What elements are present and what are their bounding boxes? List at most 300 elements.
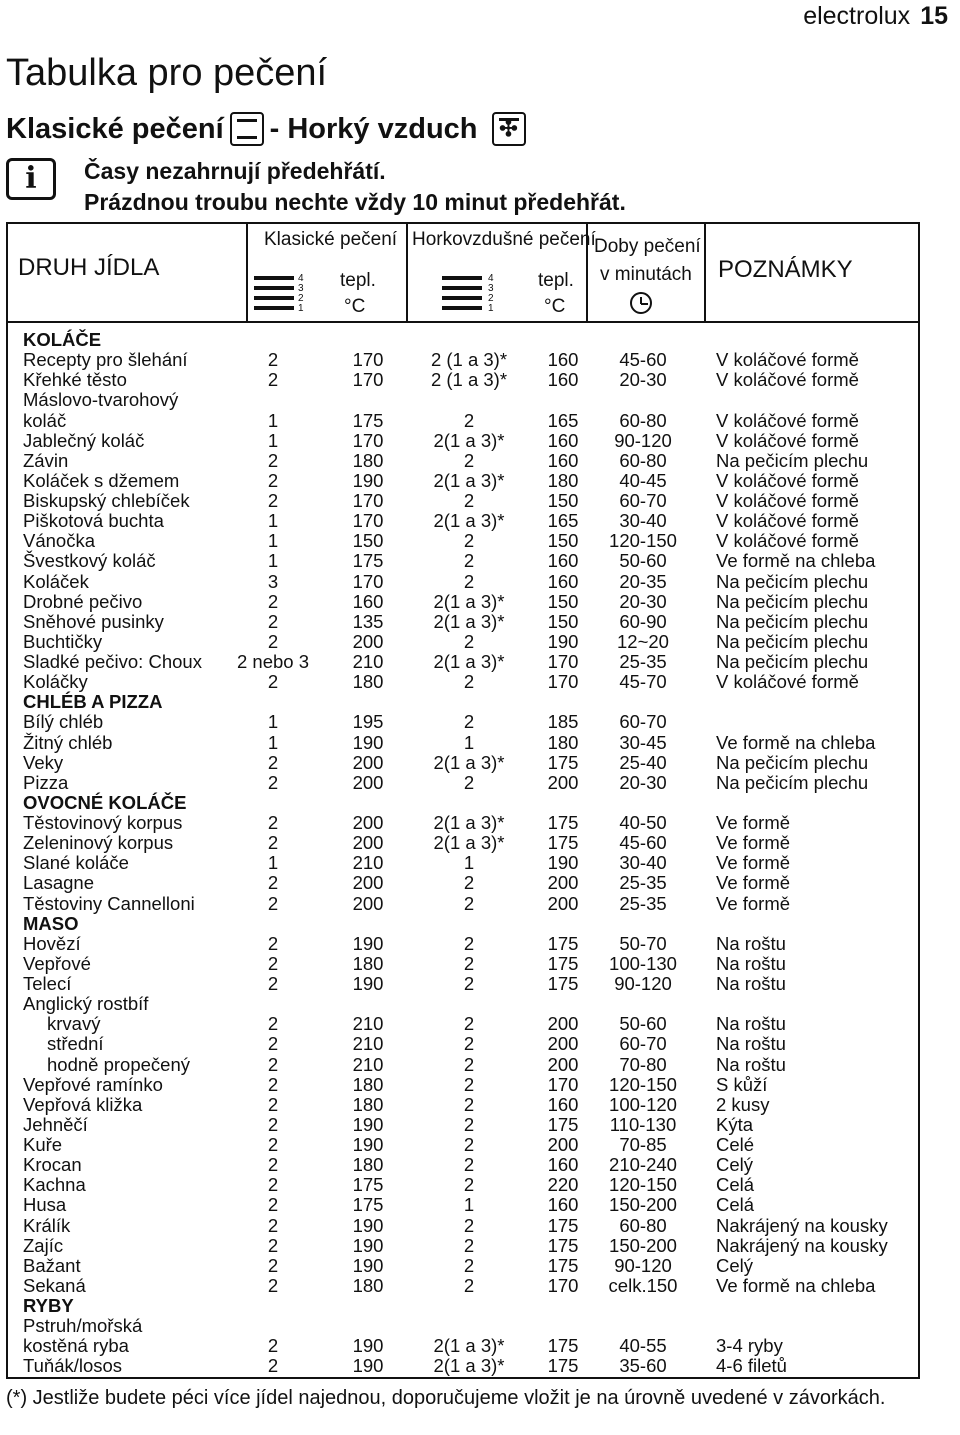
classic-level: 2 xyxy=(267,1174,279,1196)
dish-name: CHLÉB A PIZZA xyxy=(23,691,163,713)
fan-temp: 200 xyxy=(547,1134,579,1155)
baking-time: 70-80 xyxy=(619,1053,667,1075)
baking-time: 60-70 xyxy=(619,490,667,511)
fan-level: 2 xyxy=(463,490,475,511)
classic-temp: 200 xyxy=(352,832,384,854)
dish-name: Zeleninový korpus xyxy=(23,832,174,854)
shelf-level-icon xyxy=(442,276,482,312)
dish-name: Koláček s džemem xyxy=(23,469,180,491)
page-number: 15 xyxy=(920,2,948,30)
table-header: DRUH JÍDLA Klasické pečení 4 3 2 1 tepl. °C Horkovzdušné pečení 4 3 2 1 tepl. °C Doby pečení v minutách POZNÁMKY xyxy=(8,224,918,323)
info-icon: i xyxy=(6,158,56,200)
dish-name: Piškotová buchta xyxy=(23,510,164,532)
dish-name: Kachna xyxy=(23,1174,86,1196)
baking-time: 40-55 xyxy=(619,1335,667,1357)
note: V koláčové formě xyxy=(716,671,859,693)
fan-level: 2(1 a 3)* xyxy=(433,510,505,532)
classic-level: 2 xyxy=(267,832,279,854)
fan-temp: 220 xyxy=(547,1174,579,1196)
fan-level: 2(1 a 3)* xyxy=(433,812,505,833)
classic-temp: 190 xyxy=(352,731,384,753)
note: Na pečicím plechu xyxy=(716,449,869,471)
baking-time: 60-80 xyxy=(619,409,667,431)
fan-temp: 170 xyxy=(547,651,579,672)
note: Ve formě xyxy=(716,892,791,914)
baking-time: 25-35 xyxy=(619,651,667,672)
classic-temp: 210 xyxy=(352,1013,384,1035)
classic-temp: 190 xyxy=(352,469,384,491)
dish-name: MASO xyxy=(23,912,79,934)
classic-temp: 170 xyxy=(352,429,384,451)
dish-name: Slané koláče xyxy=(23,852,129,874)
note: V koláčové formě xyxy=(716,349,859,371)
header-time-2: v minutách xyxy=(600,264,692,285)
classic-temp: 170 xyxy=(352,349,384,371)
classic-temp: 180 xyxy=(352,1154,384,1176)
fan-level: 2(1 a 3)* xyxy=(433,610,505,632)
fan-level: 2 xyxy=(463,1033,475,1055)
fan-temp: 200 xyxy=(547,1033,579,1055)
baking-time: 25-35 xyxy=(619,872,667,894)
fan-temp: 200 xyxy=(547,1013,579,1035)
classic-temp: 180 xyxy=(352,671,384,693)
classic-level: 1 xyxy=(267,731,279,753)
baking-time: celk.150 xyxy=(608,1274,678,1296)
dish-name: Koláčky xyxy=(23,671,88,693)
baking-time: 60-80 xyxy=(619,449,667,471)
fan-temp: 200 xyxy=(547,892,579,914)
fan-temp: 185 xyxy=(547,711,579,733)
classic-temp: 200 xyxy=(352,812,384,833)
classic-temp: 190 xyxy=(352,1234,384,1256)
baking-time: 20-30 xyxy=(619,369,667,391)
dish-name: Sekaná xyxy=(23,1274,86,1296)
classic-level: 2 xyxy=(267,369,279,391)
baking-time: 45-60 xyxy=(619,832,667,854)
fan-temp: 200 xyxy=(547,872,579,894)
dish-name: OVOCNÉ KOLÁČE xyxy=(23,791,187,813)
classic-temp: 180 xyxy=(352,1073,384,1095)
brand-header xyxy=(803,2,948,31)
note: Ve formě na chleba xyxy=(716,1274,876,1296)
classic-level: 1 xyxy=(267,530,279,552)
classic-level: 2 xyxy=(267,1254,279,1276)
classic-level: 2 nebo 3 xyxy=(236,651,309,672)
note: Ve formě xyxy=(716,832,791,854)
baking-time: 100-120 xyxy=(609,1093,677,1115)
classic-level: 2 xyxy=(267,610,279,632)
baking-time: 40-50 xyxy=(619,812,667,833)
fan-level: 2(1 a 3)* xyxy=(433,651,505,672)
dish-name: RYBY xyxy=(23,1295,74,1316)
page-title: Tabulka pro pečení xyxy=(6,52,328,94)
heading-classic: Klasické pečení xyxy=(6,112,224,145)
dish-name: Sněhové pusinky xyxy=(23,610,164,632)
classic-temp: 210 xyxy=(352,852,384,874)
fan-level: 2 xyxy=(463,630,475,652)
fan-level: 2(1 a 3)* xyxy=(433,469,505,491)
classic-temp: 210 xyxy=(352,1033,384,1055)
header-fan: Horkovzdušné pečení xyxy=(412,229,596,250)
fan-temp: 175 xyxy=(547,751,579,773)
dish-name: hodně propečený xyxy=(47,1053,190,1075)
fan-level: 2(1 a 3)* xyxy=(433,832,505,854)
fan-temp: 170 xyxy=(547,1274,579,1296)
dish-name: Bažant xyxy=(23,1254,81,1276)
fan-level: 2 xyxy=(463,1093,475,1115)
classic-level: 2 xyxy=(267,1134,279,1155)
classic-level: 2 xyxy=(267,1033,279,1055)
note: Na roštu xyxy=(716,932,786,954)
classic-level: 2 xyxy=(267,1335,279,1357)
note: Na pečicím plechu xyxy=(716,570,869,592)
fan-level: 2 xyxy=(463,1113,475,1135)
dish-name: Máslovo-tvarohový xyxy=(23,389,179,411)
classic-temp: 170 xyxy=(352,490,384,511)
dish-name: Vepřové xyxy=(23,952,91,974)
header-unit-classic: °C xyxy=(344,296,366,317)
baking-time: 60-70 xyxy=(619,711,667,733)
header-time-1: Doby pečení xyxy=(594,236,701,257)
classic-level: 2 xyxy=(267,671,279,693)
classic-temp: 190 xyxy=(352,973,384,994)
baking-time: 100-130 xyxy=(609,952,677,974)
classic-temp: 150 xyxy=(352,530,384,552)
classic-level: 2 xyxy=(267,1355,279,1377)
baking-time: 60-90 xyxy=(619,610,667,632)
fan-temp: 190 xyxy=(547,852,579,874)
baking-time: 120-150 xyxy=(609,1174,677,1196)
classic-temp: 190 xyxy=(352,1113,384,1135)
fan-level: 2 xyxy=(463,932,475,954)
classic-level: 2 xyxy=(267,932,279,954)
classic-level: 2 xyxy=(267,872,279,894)
note: Ve formě xyxy=(716,852,791,874)
classic-temp: 180 xyxy=(352,449,384,471)
fan-temp: 160 xyxy=(547,449,579,471)
fan-temp: 200 xyxy=(547,1053,579,1075)
classic-temp: 180 xyxy=(352,1274,384,1296)
dish-name: Anglický rostbíf xyxy=(23,993,149,1015)
dish-name: KOLÁČE xyxy=(23,329,102,350)
fan-temp: 175 xyxy=(547,812,579,833)
classic-temp: 175 xyxy=(352,550,384,572)
classic-temp: 175 xyxy=(352,1174,384,1196)
info-note xyxy=(6,156,626,218)
fan-temp: 175 xyxy=(547,1254,579,1276)
classic-level: 1 xyxy=(267,550,279,572)
header-notes: POZNÁMKY xyxy=(718,256,853,283)
note: Na pečicím plechu xyxy=(716,610,869,632)
fan-level: 1 xyxy=(463,852,475,874)
classic-level: 2 xyxy=(267,469,279,491)
dish-name: Kuře xyxy=(23,1134,63,1155)
dish-name: Husa xyxy=(23,1194,67,1216)
dish-name: Žitný chléb xyxy=(23,731,113,753)
dish-name: Závin xyxy=(23,449,69,471)
baking-table xyxy=(6,222,920,1379)
fan-oven-icon: ✣ xyxy=(492,112,526,146)
classic-level: 2 xyxy=(267,590,279,612)
baking-time: 150-200 xyxy=(609,1234,677,1256)
header-dish: DRUH JÍDLA xyxy=(18,254,160,281)
conventional-heating-icon xyxy=(230,112,264,146)
baking-time: 210-240 xyxy=(609,1154,677,1176)
fan-level: 1 xyxy=(463,731,475,753)
classic-level: 2 xyxy=(267,349,279,371)
dish-name: Vepřové ramínko xyxy=(23,1073,163,1095)
classic-temp: 200 xyxy=(352,630,384,652)
section-heading xyxy=(6,112,526,146)
note-line-1: Časy nezahrnují předehřátí. xyxy=(84,158,386,184)
fan-temp: 175 xyxy=(547,1234,579,1256)
classic-temp: 170 xyxy=(352,570,384,592)
note: Na pečicím plechu xyxy=(716,630,869,652)
fan-level: 2 xyxy=(463,1073,475,1095)
dish-name: Lasagne xyxy=(23,872,94,894)
baking-time: 50-70 xyxy=(619,932,667,954)
fan-level: 2 xyxy=(463,409,475,431)
header-temp-classic: tepl. xyxy=(340,270,376,291)
classic-temp: 195 xyxy=(352,711,384,733)
classic-level: 2 xyxy=(267,973,279,994)
classic-level: 2 xyxy=(267,490,279,511)
fan-level: 2 xyxy=(463,1274,475,1296)
note: Na pečicím plechu xyxy=(716,590,869,612)
classic-level: 2 xyxy=(267,771,279,793)
classic-temp: 190 xyxy=(352,1134,384,1155)
fan-level: 2 xyxy=(463,671,475,693)
dish-name: koláč xyxy=(23,409,67,431)
dish-name: Králík xyxy=(23,1214,71,1236)
note: 3-4 ryby xyxy=(716,1335,783,1357)
baking-time: 30-40 xyxy=(619,852,667,874)
baking-time: 90-120 xyxy=(614,429,672,451)
fan-temp: 160 xyxy=(547,1194,579,1216)
classic-level: 2 xyxy=(267,1234,279,1256)
note: V koláčové formě xyxy=(716,510,859,532)
fan-temp: 175 xyxy=(547,952,579,974)
dish-name: Biskupský chlebíček xyxy=(23,490,190,511)
fan-temp: 150 xyxy=(547,530,579,552)
classic-level: 2 xyxy=(267,1013,279,1035)
classic-level: 2 xyxy=(267,449,279,471)
classic-level: 2 xyxy=(267,812,279,833)
classic-level: 2 xyxy=(267,1214,279,1236)
header-temp-fan: tepl. xyxy=(538,270,574,291)
baking-time: 30-45 xyxy=(619,731,667,753)
baking-time: 30-40 xyxy=(619,510,667,532)
dish-name: Sladké pečivo: Choux xyxy=(23,651,202,672)
baking-time: 45-70 xyxy=(619,671,667,693)
classic-level: 2 xyxy=(267,1093,279,1115)
fan-level: 2 (1 a 3)* xyxy=(430,349,508,371)
baking-time: 35-60 xyxy=(619,1355,667,1377)
dish-name: Drobné pečivo xyxy=(23,590,143,612)
fan-level: 2 xyxy=(463,1154,475,1176)
fan-level: 2 (1 a 3)* xyxy=(430,369,508,391)
note: Nakrájený na kousky xyxy=(716,1214,888,1236)
fan-temp: 175 xyxy=(547,932,579,954)
note: S kůží xyxy=(716,1073,768,1095)
fan-temp: 160 xyxy=(547,369,579,391)
dish-name: Švestkový koláč xyxy=(23,550,156,572)
dish-name: Pstruh/mořská xyxy=(23,1315,143,1337)
fan-level: 2 xyxy=(463,952,475,974)
note-line-2: Prázdnou troubu nechte vždy 10 minut předehřát. xyxy=(84,189,626,215)
note: 2 kusy xyxy=(716,1093,770,1115)
note: V koláčové formě xyxy=(716,469,859,491)
classic-level: 2 xyxy=(267,1194,279,1216)
baking-time: 110-130 xyxy=(609,1113,677,1135)
fan-level: 2 xyxy=(463,449,475,471)
baking-time: 120-150 xyxy=(609,1073,677,1095)
classic-temp: 170 xyxy=(352,369,384,391)
classic-level: 1 xyxy=(267,711,279,733)
classic-temp: 190 xyxy=(352,1214,384,1236)
dish-name: Jablečný koláč xyxy=(23,429,145,451)
dish-name: Telecí xyxy=(23,973,72,994)
classic-temp: 200 xyxy=(352,892,384,914)
footnote: (*) Jestliže budete péci více jídel najednou, doporučujeme vložit je na úrovně uvedené v závorkách. xyxy=(6,1387,886,1409)
note: V koláčové formě xyxy=(716,429,859,451)
classic-level: 2 xyxy=(267,1274,279,1296)
fan-level: 2 xyxy=(463,1214,475,1236)
baking-time: 150-200 xyxy=(609,1194,677,1216)
dish-name: Zajíc xyxy=(23,1234,64,1256)
classic-temp: 180 xyxy=(352,952,384,974)
baking-time: 25-35 xyxy=(619,892,667,914)
baking-time: 90-120 xyxy=(614,1254,672,1276)
note: 4-6 filetů xyxy=(716,1355,787,1377)
fan-temp: 200 xyxy=(547,771,579,793)
dish-name: Krocan xyxy=(23,1154,82,1176)
classic-level: 1 xyxy=(267,409,279,431)
note: Celé xyxy=(716,1134,755,1155)
classic-level: 2 xyxy=(267,892,279,914)
classic-temp: 160 xyxy=(352,590,384,612)
classic-temp: 180 xyxy=(352,1093,384,1115)
baking-time: 90-120 xyxy=(614,973,672,994)
classic-temp: 190 xyxy=(352,1355,384,1377)
header-unit-fan: °C xyxy=(544,296,566,317)
dish-name: střední xyxy=(47,1033,104,1055)
heading-fan: - Horký vzduch xyxy=(269,112,478,145)
note: Kýta xyxy=(716,1113,754,1135)
fan-temp: 180 xyxy=(547,731,579,753)
fan-temp: 150 xyxy=(547,590,579,612)
baking-time: 60-80 xyxy=(619,1214,667,1236)
fan-temp: 175 xyxy=(547,1214,579,1236)
note: V koláčové formě xyxy=(716,530,859,552)
baking-time: 70-85 xyxy=(619,1134,667,1155)
classic-temp: 200 xyxy=(352,771,384,793)
baking-time: 45-60 xyxy=(619,349,667,371)
fan-temp: 175 xyxy=(547,832,579,854)
fan-level: 2 xyxy=(463,1053,475,1075)
dish-name: Bílý chléb xyxy=(23,711,104,733)
fan-level: 1 xyxy=(463,1194,475,1216)
note: Celá xyxy=(716,1194,755,1216)
classic-level: 2 xyxy=(267,1073,279,1095)
baking-time: 20-30 xyxy=(619,590,667,612)
fan-level: 2 xyxy=(463,550,475,572)
shelf-level-icon xyxy=(254,276,294,312)
fan-level: 2 xyxy=(463,711,475,733)
classic-level: 1 xyxy=(267,429,279,451)
fan-temp: 160 xyxy=(547,1093,579,1115)
note: Nakrájený na kousky xyxy=(716,1234,888,1256)
note: Celý xyxy=(716,1154,754,1176)
baking-time: 60-70 xyxy=(619,1033,667,1055)
classic-temp: 175 xyxy=(352,1194,384,1216)
fan-level: 2(1 a 3)* xyxy=(433,751,505,773)
fan-level: 2 xyxy=(463,1013,475,1035)
classic-level: 1 xyxy=(267,510,279,532)
baking-time: 50-60 xyxy=(619,550,667,572)
note: Celý xyxy=(716,1254,754,1276)
classic-level: 2 xyxy=(267,630,279,652)
fan-temp: 160 xyxy=(547,349,579,371)
note: V koláčové formě xyxy=(716,409,859,431)
fan-level: 2 xyxy=(463,570,475,592)
fan-level: 2(1 a 3)* xyxy=(433,1355,505,1377)
baking-time: 25-40 xyxy=(619,751,667,773)
baking-time: 12~20 xyxy=(617,630,669,652)
fan-temp: 175 xyxy=(547,1355,579,1377)
fan-level: 2 xyxy=(463,1174,475,1196)
classic-level: 1 xyxy=(267,852,279,874)
fan-level: 2(1 a 3)* xyxy=(433,590,505,612)
note: Celá xyxy=(716,1174,755,1196)
baking-time: 120-150 xyxy=(609,530,677,552)
classic-level: 2 xyxy=(267,952,279,974)
fan-temp: 180 xyxy=(547,469,579,491)
baking-time: 50-60 xyxy=(619,1013,667,1035)
classic-level: 2 xyxy=(267,751,279,773)
note: V koláčové formě xyxy=(716,490,859,511)
classic-temp: 170 xyxy=(352,510,384,532)
dish-name: Křehké těsto xyxy=(23,369,127,391)
fan-temp: 170 xyxy=(547,1073,579,1095)
classic-temp: 190 xyxy=(352,1335,384,1357)
baking-time: 20-30 xyxy=(619,771,667,793)
classic-level: 2 xyxy=(267,1154,279,1176)
dish-name: Jehněčí xyxy=(23,1113,88,1135)
fan-level: 2 xyxy=(463,1234,475,1256)
note: Ve formě na chleba xyxy=(716,731,876,753)
note: Na pečicím plechu xyxy=(716,751,869,773)
classic-temp: 175 xyxy=(352,409,384,431)
fan-level: 2 xyxy=(463,530,475,552)
fan-level: 2 xyxy=(463,872,475,894)
fan-temp: 175 xyxy=(547,973,579,994)
classic-temp: 210 xyxy=(352,651,384,672)
dish-name: Tuňák/losos xyxy=(23,1355,123,1377)
classic-temp: 135 xyxy=(352,610,384,632)
fan-temp: 190 xyxy=(547,630,579,652)
clock-icon xyxy=(630,292,652,314)
classic-temp: 200 xyxy=(352,872,384,894)
classic-temp: 190 xyxy=(352,932,384,954)
dish-name: Těstoviny Cannelloni xyxy=(23,892,195,914)
fan-temp: 165 xyxy=(547,409,579,431)
dish-name: Těstovinový korpus xyxy=(23,812,183,833)
baking-time: 20-35 xyxy=(619,570,667,592)
fan-level: 2(1 a 3)* xyxy=(433,1335,505,1357)
classic-temp: 200 xyxy=(352,751,384,773)
note: Na roštu xyxy=(716,1033,786,1055)
